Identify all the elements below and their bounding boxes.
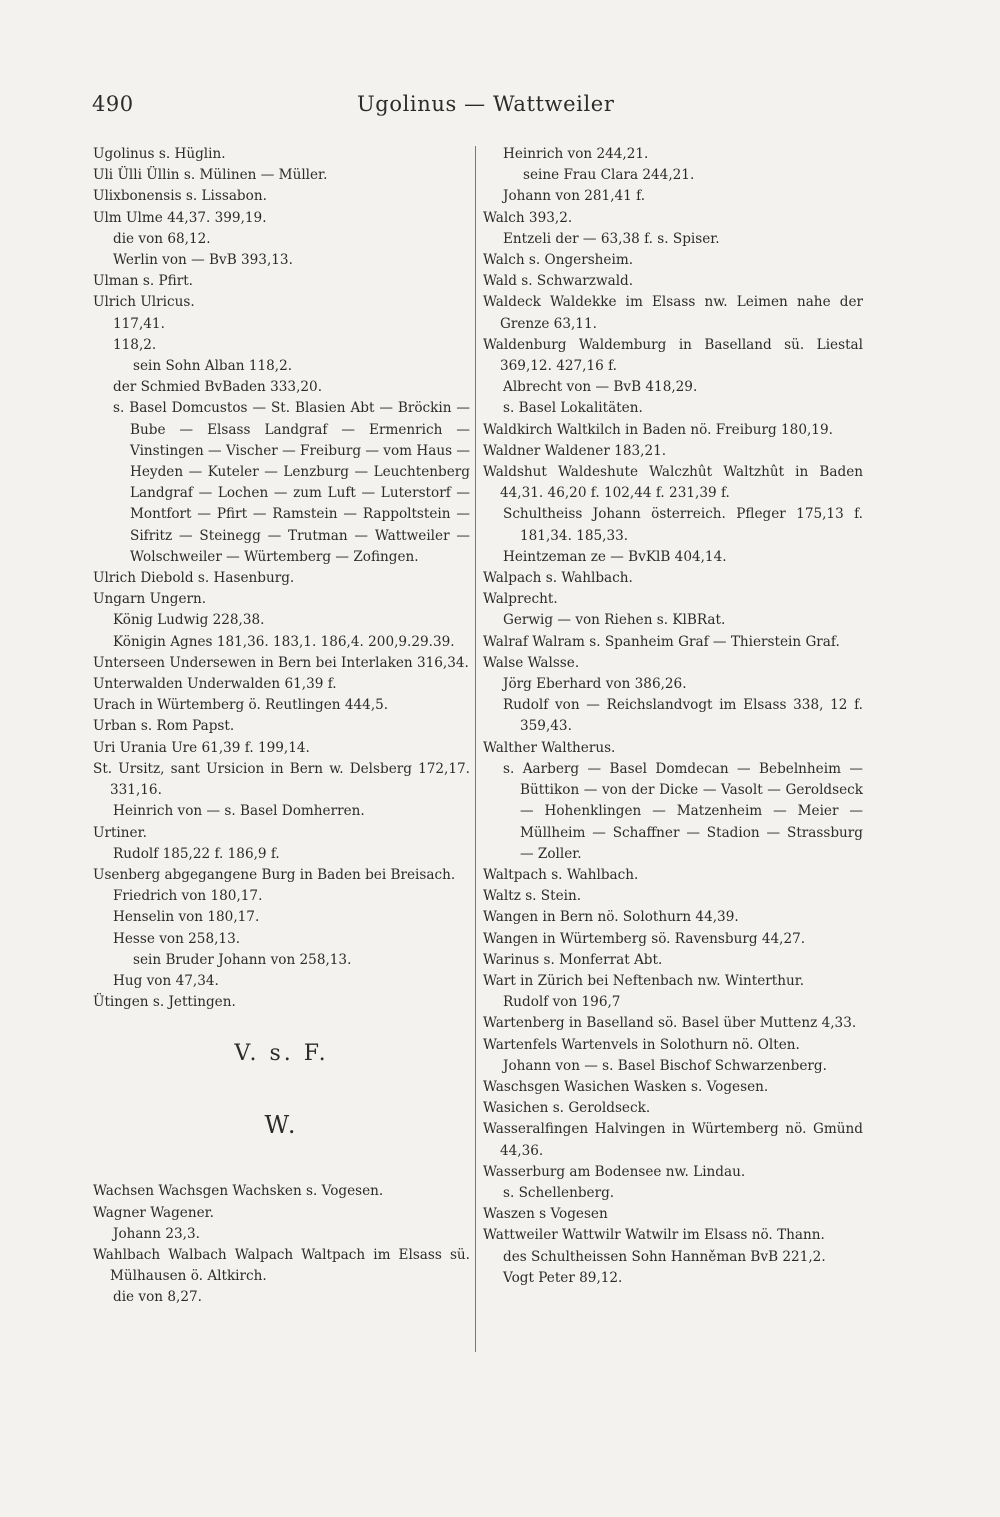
- index-entry: Urban s. Rom Papst.: [93, 718, 235, 735]
- index-entry: Waltpach s. Wahlbach.: [483, 866, 639, 883]
- index-entry: Rudolf von 196,7: [503, 994, 621, 1011]
- index-entry: Rudolf 185,22 f. 186,9 f.: [113, 845, 280, 862]
- index-entry: s. Aarberg — Basel Domdecan — Bebelnheim — Büttikon — von der Dicke — Vasolt — Geroldseck — Hohenklingen — Matzenheim — Meier — Müllheim — Schaffner — Stadion — Strassburg — Zoller.: [503, 760, 863, 862]
- index-entry: des Schultheissen Sohn Hanněman BvB 221,2.: [503, 1248, 826, 1265]
- index-entry: Ungarn Ungern.: [93, 591, 207, 608]
- index-entry: Schultheiss Johann österreich. Pfleger 175,13 f. 181,34. 185,33.: [503, 506, 863, 544]
- index-entry: Wangen in Würtemberg sö. Ravensburg 44,27.: [483, 930, 806, 947]
- index-entry: Walch 393,2.: [483, 209, 573, 226]
- index-entry: Hesse von 258,13.: [113, 930, 241, 947]
- index-entry: Walse Walsse.: [483, 654, 580, 671]
- index-entry: Rudolf von — Reichslandvogt im Elsass 338, 12 f. 359,43.: [503, 697, 863, 735]
- index-entry: Ulrich Diebold s. Hasenburg.: [93, 570, 295, 587]
- right-entries: [483, 144, 863, 1289]
- index-entry: 117,41.: [113, 315, 165, 332]
- index-entry: Johann 23,3.: [113, 1225, 200, 1242]
- left-column: [93, 144, 470, 1309]
- index-entry: Ütingen s. Jettingen.: [93, 994, 236, 1011]
- index-entry: Heintzeman ze — BvKlB 404,14.: [503, 548, 727, 565]
- index-entry: Unterwalden Underwalden 61,39 f.: [93, 676, 337, 693]
- index-entry: Wartenberg in Baselland sö. Basel über Muttenz 4,33.: [483, 1015, 857, 1032]
- index-entry: s. Basel Domcustos — St. Blasien Abt — Bröckin — Bube — Elsass Landgraf — Ermenrich — Vinstingen — Vischer — Freiburg — vom Haus — Heyden — Kuteler — Lenzburg — Leuchtenberg Landgraf — Lochen — zum Luft — Luterstorf — Montfort — Pfirt — Ramstein — Rappoltstein — Sifritz — Steinegg — Trutman — Wattweiler — Wolschweiler — Würtemberg — Zofingen.: [113, 400, 470, 565]
- index-entry: Werlin von — BvB 393,13.: [113, 252, 293, 269]
- right-column: [483, 144, 863, 1289]
- index-entry: Albrecht von — BvB 418,29.: [503, 379, 698, 396]
- index-entry: seine Frau Clara 244,21.: [523, 167, 695, 184]
- page-header: [92, 92, 870, 126]
- index-entry: Waldshut Waldeshute Walczhût Waltzhût in Baden 44,31. 46,20 f. 102,44 f. 231,39 f.: [483, 464, 863, 502]
- index-entry: Waldeck Waldekke im Elsass nw. Leimen nahe der Grenze 63,11.: [483, 294, 863, 332]
- index-entry: König Ludwig 228,38.: [113, 612, 265, 629]
- index-entry: Walprecht.: [483, 591, 558, 608]
- index-entry: Wagner Wagener.: [93, 1204, 214, 1221]
- index-entry: Unterseen Undersewen in Bern bei Interlaken 316,34.: [93, 654, 469, 671]
- index-entry: Friedrich von 180,17.: [113, 888, 263, 905]
- index-entry: Gerwig — von Riehen s. KlBRat.: [503, 612, 726, 629]
- index-entry: Walraf Walram s. Spanheim Graf — Thierstein Graf.: [483, 633, 840, 650]
- index-entry: Walther Waltherus.: [483, 739, 616, 756]
- index-entry: Johann von 281,41 f.: [503, 188, 646, 205]
- section-heading-w: W.: [264, 1111, 299, 1140]
- index-entry: Waldenburg Waldemburg in Baselland sü. Liestal 369,12. 427,16 f.: [483, 336, 863, 375]
- index-entry: Waschsgen Wasichen Wasken s. Vogesen.: [483, 1078, 769, 1095]
- index-entry: Heinrich von — s. Basel Domherren.: [113, 803, 365, 820]
- index-entry: Vogt Peter 89,12.: [503, 1269, 623, 1286]
- index-entry: Hug von 47,34.: [113, 972, 219, 989]
- index-entry: sein Bruder Johann von 258,13.: [133, 951, 352, 968]
- index-entry: Königin Agnes 181,36. 183,1. 186,4. 200,9.29.39.: [113, 633, 455, 650]
- page-number: 490: [92, 92, 134, 116]
- index-entry: 118,2.: [113, 336, 157, 353]
- column-divider: [475, 146, 476, 1352]
- left-w-entries: [93, 1181, 470, 1308]
- index-entry: Warinus s. Monferrat Abt.: [483, 951, 663, 968]
- index-entry: Wattweiler Wattwilr Watwilr im Elsass nö. Thann.: [483, 1227, 825, 1244]
- index-entry: Walpach s. Wahlbach.: [483, 570, 633, 587]
- index-entry: Uli Ülli Üllin s. Mülinen — Müller.: [93, 167, 328, 184]
- index-entry: Walch s. Ongersheim.: [483, 252, 634, 269]
- index-entry: St. Ursitz, sant Ursicion in Bern w. Delsberg 172,17. 331,16.: [93, 760, 470, 799]
- index-entry: Ulixbonensis s. Lissabon.: [93, 188, 267, 205]
- index-entry: Urtiner.: [93, 824, 147, 841]
- index-entry: Wangen in Bern nö. Solothurn 44,39.: [483, 909, 739, 926]
- index-entry: Uri Urania Ure 61,39 f. 199,14.: [93, 739, 310, 756]
- index-entry: Wasseralfingen Halvingen in Würtemberg nö. Gmünd 44,36.: [483, 1121, 863, 1159]
- running-title: Ugolinus — Wattweiler: [357, 92, 615, 116]
- index-entry: Ulm Ulme 44,37. 399,19.: [93, 209, 267, 226]
- index-entry: Waldkirch Waltkilch in Baden nö. Freiburg 180,19.: [483, 421, 833, 438]
- index-entry: die von 8,27.: [113, 1289, 202, 1306]
- index-entry: Ugolinus s. Hüglin.: [93, 146, 226, 162]
- index-entry: s. Basel Lokalitäten.: [503, 400, 643, 417]
- section-heading-v: V. s. F.: [234, 1041, 329, 1067]
- left-entries: [93, 144, 470, 1013]
- index-entry: Wasserburg am Bodensee nw. Lindau.: [483, 1163, 746, 1180]
- index-entry: der Schmied BvBaden 333,20.: [113, 379, 323, 396]
- index-entry: Ulman s. Pfirt.: [93, 273, 193, 290]
- index-entry: Johann von — s. Basel Bischof Schwarzenberg.: [503, 1057, 827, 1074]
- index-entry: sein Sohn Alban 118,2.: [133, 358, 293, 375]
- index-entry: Waltz s. Stein.: [483, 888, 582, 905]
- index-entry: s. Schellenberg.: [503, 1184, 615, 1201]
- index-entry: Urach in Würtemberg ö. Reutlingen 444,5.: [93, 697, 389, 714]
- index-entry: Wartenfels Wartenvels in Solothurn nö. Olten.: [483, 1036, 800, 1053]
- index-entry: Waszen s Vogesen: [483, 1206, 608, 1223]
- index-entry: Wart in Zürich bei Neftenbach nw. Winterthur.: [483, 972, 805, 989]
- index-entry: Henselin von 180,17.: [113, 909, 260, 926]
- index-entry: Usenberg abgegangene Burg in Baden bei Breisach.: [93, 866, 456, 883]
- index-entry: Wachsen Wachsgen Wachsken s. Vogesen.: [93, 1183, 384, 1200]
- index-entry: Heinrich von 244,21.: [503, 146, 649, 162]
- index-entry: Wald s. Schwarzwald.: [483, 273, 634, 290]
- index-entry: Waldner Waldener 183,21.: [483, 442, 667, 459]
- index-entry: Jörg Eberhard von 386,26.: [503, 676, 687, 693]
- index-entry: Wahlbach Walbach Walpach Waltpach im Elsass sü. Mülhausen ö. Altkirch.: [93, 1246, 470, 1285]
- index-entry: Wasichen s. Geroldseck.: [483, 1100, 651, 1117]
- index-entry: die von 68,12.: [113, 230, 211, 247]
- index-entry: Entzeli der — 63,38 f. s. Spiser.: [503, 230, 720, 247]
- index-entry: Ulrich Ulricus.: [93, 294, 195, 311]
